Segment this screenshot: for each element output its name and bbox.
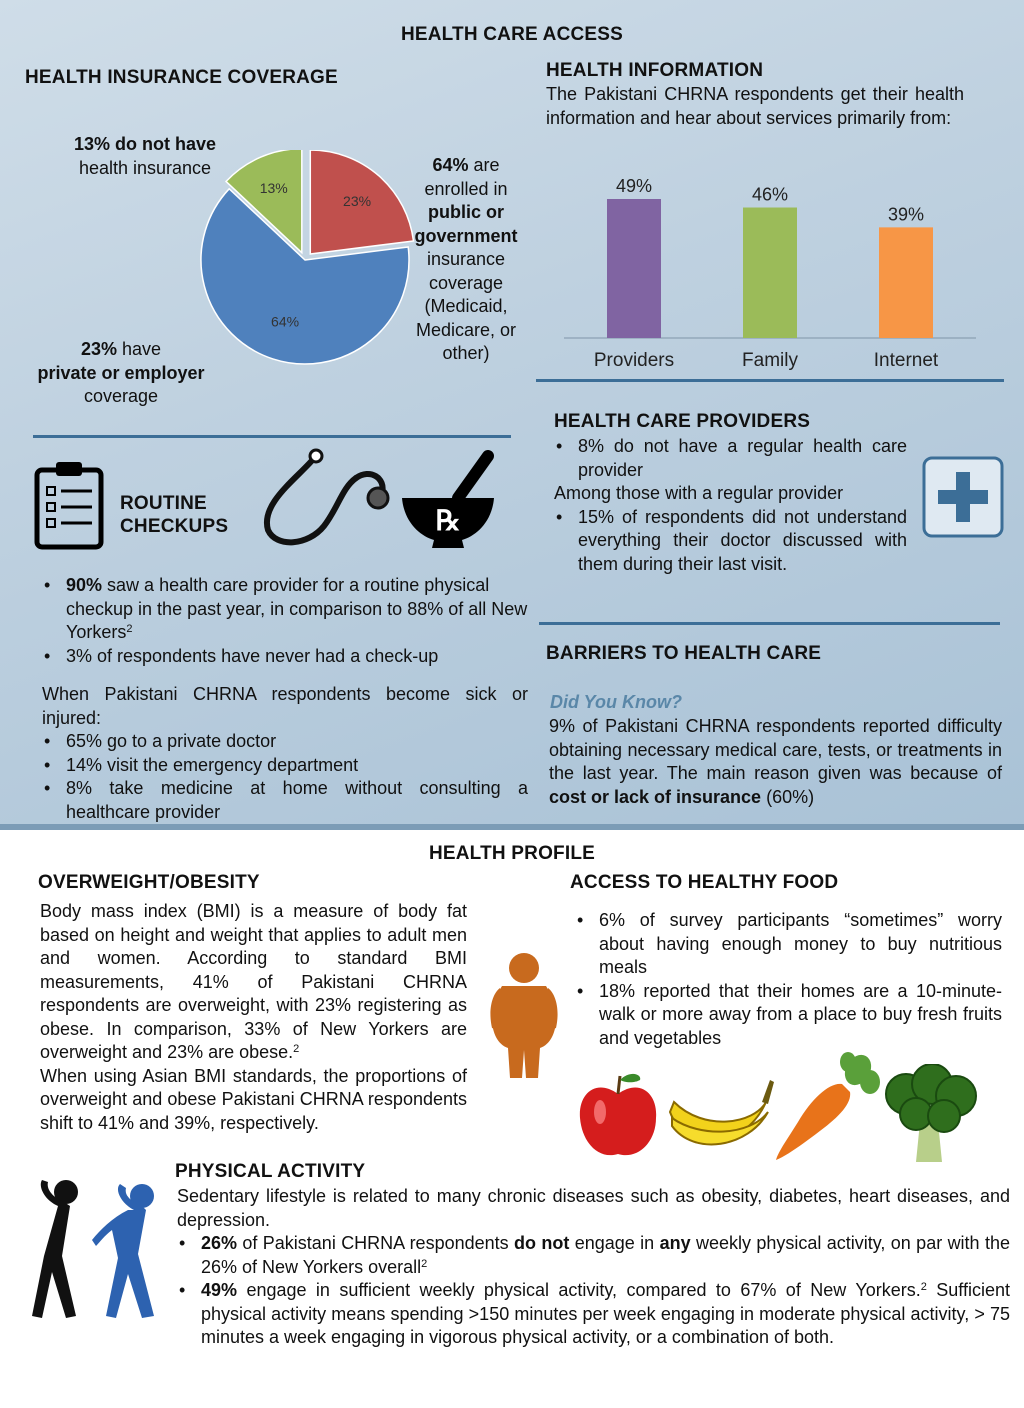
insurance-title: HEALTH INSURANCE COVERAGE: [25, 67, 338, 88]
bar: [879, 227, 933, 338]
divider: [539, 622, 1000, 625]
sick-item: • 14% visit the emergency department: [42, 754, 528, 778]
food-title: ACCESS TO HEALTHY FOOD: [570, 872, 839, 893]
checkups-bullet: • 3% of respondents have never had a check-up: [42, 645, 528, 669]
medical-cross-icon: [922, 456, 1004, 538]
activity-bullet: • 49% engage in sufficient weekly physical activity, compared to 67% of New Yorkers.$^2$ Sufficient physical activity means spending >150 minutes per week engaging in moderate physical activity, > 75 minutes a week engaging in vigorous physical activity, or a combination of both.: [177, 1279, 1010, 1350]
sick-list: [42, 730, 528, 824]
food-item: • 18% reported that their homes are a 10-minute-walk or more away from a place to buy fresh fruits and vegetables: [575, 980, 1002, 1051]
providers-bullet: • 8% do not have a regular health care provider: [554, 435, 907, 482]
public-insurance-label: 64% are enrolled in public or government insurance coverage (Medicaid, Medicare, or other): [414, 155, 518, 363]
pie-value-label: 13%: [259, 179, 288, 196]
obesity-text: Body mass index (BMI) is a measure of body fat based on height and weight that applies to adult men and women. According to standard BMI measurements, 41% of Pakistani CHRNA respondents are overweight, with 23% registering as obese. In comparison, 33% of New Yorkers are overweight and 23% are obese.$^2$ When using Asian BMI standards, the proportions of overweight and obese Pakistani CHRNA respondents shift to 41% and 39%, respectively.: [40, 901, 467, 1133]
insurance-pie-chart: [195, 150, 415, 370]
obesity-title: OVERWEIGHT/OBESITY: [38, 872, 260, 893]
activity-intro: Sedentary lifestyle is related to many chronic diseases such as obesity, diabetes, heart diseases, and depression.: [177, 1186, 1010, 1230]
checkups-bullets: [42, 574, 528, 668]
activity-list: [177, 1232, 1010, 1350]
bar-category-label: Providers: [593, 350, 675, 371]
section-title-profile: HEALTH PROFILE: [428, 843, 596, 864]
providers-title: HEALTH CARE PROVIDERS: [554, 411, 811, 432]
checkups-title: ROUTINE CHECKUPS: [120, 493, 229, 537]
banana-icon: [664, 1072, 774, 1156]
svg-text:℞: ℞: [435, 506, 461, 537]
checkups-bullet: • 90% saw a health care provider for a routine physical checkup in the past year, in comparison to 88% of all New Yorkers$^2$: [42, 574, 528, 645]
overweight-person-icon: [484, 950, 564, 1080]
info-title: HEALTH INFORMATION: [546, 60, 764, 81]
sick-intro: When Pakistani CHRNA respondents become sick or injured:: [42, 684, 528, 728]
carrot-icon: [772, 1052, 882, 1164]
bar-value-label: 49%: [615, 176, 653, 196]
stethoscope-icon: [258, 448, 392, 550]
barriers-title: BARRIERS TO HEALTH CARE: [546, 643, 822, 664]
stretching-people-icon: [14, 1176, 174, 1326]
private-insurance-label: 23% have private or employer coverage: [37, 339, 205, 406]
sick-item: • 8% take medicine at home without consulting a healthcare provider: [42, 777, 528, 824]
no-insurance-label: 13% do not have health insurance: [73, 134, 217, 178]
info-text: The Pakistani CHRNA respondents get their health information and hear about services primarily from:: [546, 84, 964, 128]
divider: [33, 435, 511, 438]
bar-value-label: 46%: [751, 184, 789, 205]
providers-mid: Among those with a regular provider: [554, 483, 844, 503]
did-you-know: Did You Know?: [550, 692, 682, 712]
activity-title: PHYSICAL ACTIVITY: [175, 1161, 366, 1182]
clipboard-icon: [34, 460, 104, 550]
section-title-access: HEALTH CARE ACCESS: [400, 24, 624, 45]
pie-value-label: 64%: [271, 313, 300, 330]
barriers-text: 9% of Pakistani CHRNA respondents reported difficulty obtaining necessary medical care, tests, or treatments in the last year. The main reason given was because of cost or lack of insurance (60%): [549, 716, 1002, 807]
bar: [743, 208, 797, 338]
apple-icon: [576, 1068, 660, 1160]
divider: [536, 379, 1004, 382]
bar-value-label: 39%: [887, 204, 925, 225]
bar: [607, 199, 661, 338]
providers-bullet: • 15% of respondents did not understand everything their doctor discussed with them during their last visit.: [554, 506, 907, 577]
food-item: • 6% of survey participants “sometimes” worry about having enough money to buy nutritious meals: [575, 909, 1002, 980]
activity-bullet: • 26% of Pakistani CHRNA respondents do not engage in any weekly physical activity, on par with the 26% of New Yorkers overall$^2$: [177, 1232, 1010, 1279]
mortar-pestle-rx-icon: [400, 450, 496, 550]
sick-item: • 65% go to a private doctor: [42, 730, 528, 754]
food-list: [575, 909, 1002, 1050]
bar-category-label: Internet: [873, 350, 939, 371]
bar-category-label: Family: [742, 350, 798, 371]
providers-text: [554, 435, 907, 576]
broccoli-icon: [880, 1064, 980, 1164]
info-bar-chart: [560, 160, 980, 380]
pie-value-label: 23%: [343, 192, 372, 209]
